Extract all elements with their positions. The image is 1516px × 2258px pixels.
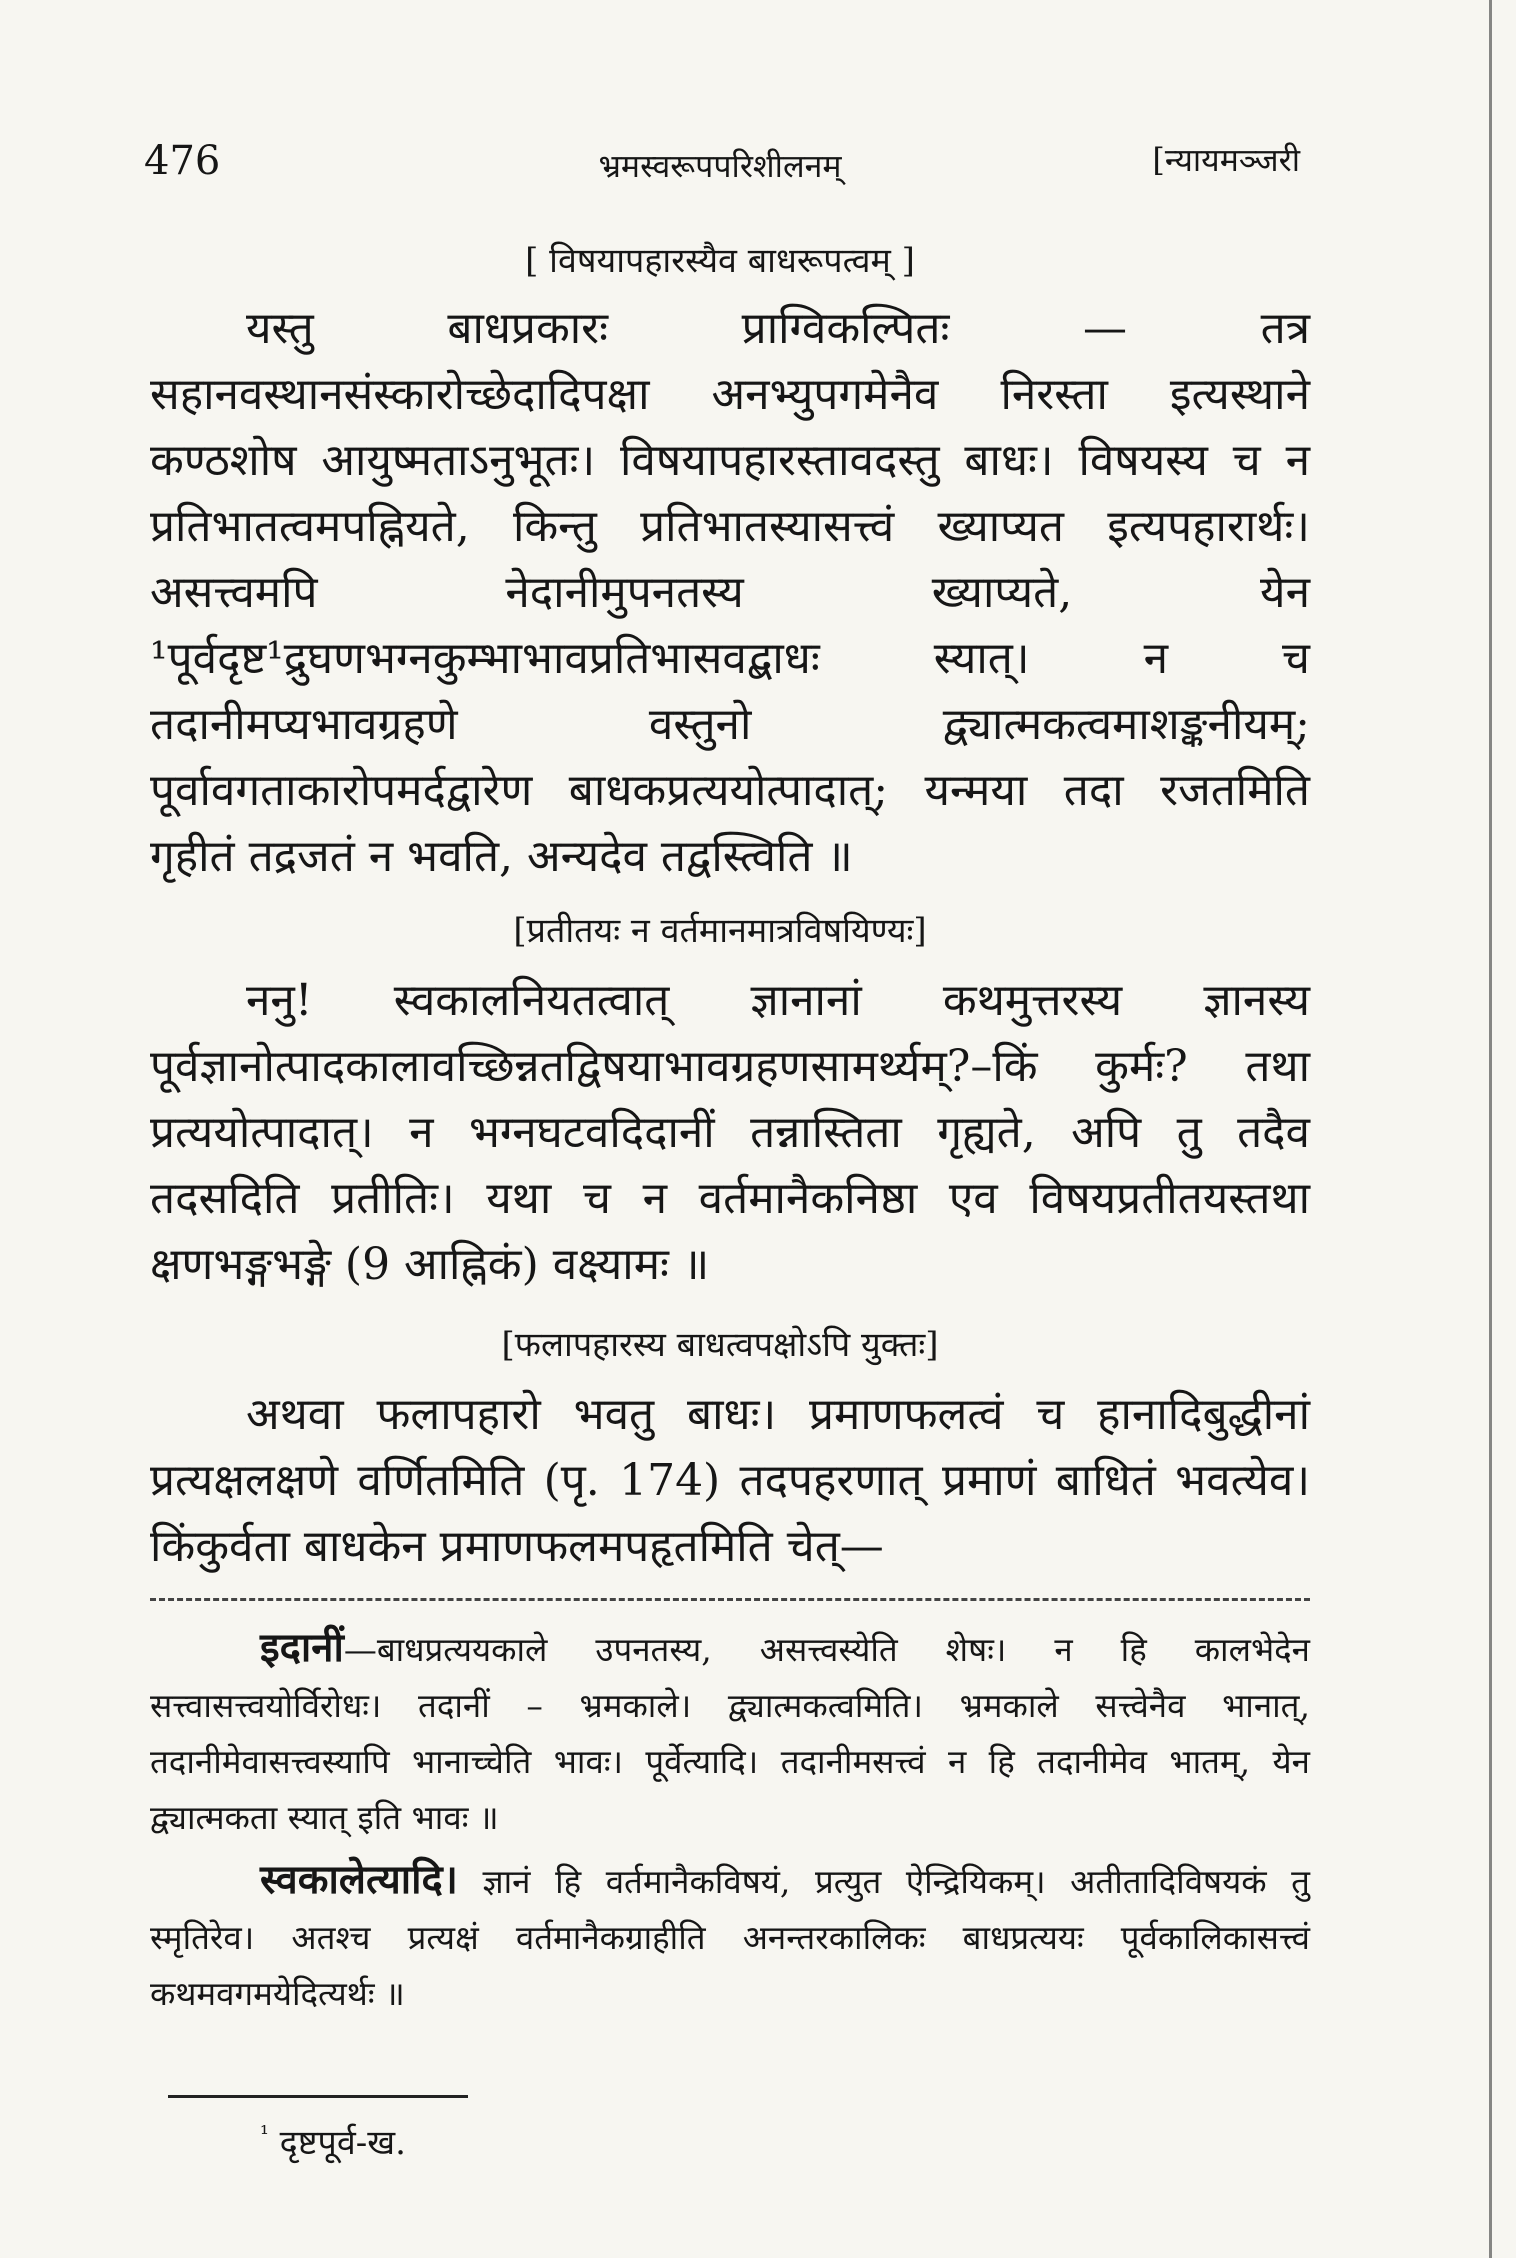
section-paragraph-3: अथवा फलापहारो भवतु बाधः। प्रमाणफलत्वं च हानादिबुद्धीनां प्रत्यक्षलक्षणे वर्णितमिति (पृ. 174) तदपहरणात् प्रमाणं बाधितं भवत्येव। किंकुर्वता बाधकेन प्रमाणफलमपहृतमिति चेत्— [150, 1389, 1310, 1572]
footnote-marker: ¹ [260, 2122, 269, 2148]
section-heading-3: [फलापहारस्य बाधत्वपक्षोऽपि युक्तः] [501, 1325, 939, 1365]
section-heading-1: [ विषयापहारस्यैव बाधरूपत्वम् ] [525, 241, 915, 281]
footnote [260, 2118, 406, 2164]
footnote-divider [168, 2095, 468, 2098]
book-running-title: [न्यायमञ्जरी [1152, 141, 1300, 179]
section-running-title: भ्रमस्वरूपपरिशीलनम् [598, 147, 842, 185]
commentary-note-1-text: —बाधप्रत्ययकाले उपनतस्य, असत्त्वस्येति शेषः। न हि कालभेदेन सत्त्वासत्त्वयोर्विरोधः। तदानीं – भ्रमकाले। द्व्यात्मकत्वमिति। भ्रमकाले सत्त्वेनैव भानात्, तदानीमेवासत्त्वस्यापि भानाच्चेति भावः। पूर्वेत्यादि। तदानीमसत्त्वं न हि तदानीमेव भातम्, येन द्व्यात्मकता स्यात् इति भावः ॥ [150, 1630, 1310, 1837]
commentary-note-1-lead: इदानीं [260, 1624, 344, 1671]
running-header [140, 138, 1300, 198]
section-heading-2: [प्रतीतयः न वर्तमानमात्रविषयिण्यः] [513, 911, 927, 951]
commentary-note-1 [150, 1620, 1310, 1846]
commentary-divider [150, 1598, 1310, 1601]
section-paragraph-2: ननु! स्वकालनियतत्वात् ज्ञानानां कथमुत्तरस्य ज्ञानस्य पूर्वज्ञानोत्पादकालावच्छिन्नतद्विषयाभावग्रहणसामर्थ्यम्?–किं कुर्मः? तथा प्रत्ययोत्पादात्। न भग्नघटवदिदानीं तन्नास्तिता गृह्यते, अपि तु तदैव तदसदिति प्रतीतिः। यथा च न वर्तमानैकनिष्ठा एव विषयप्रतीतयस्तथा क्षणभङ्गभङ्गे (9 आह्निकं) वक्ष्यामः ॥ [150, 975, 1310, 1290]
footnote-text: दृष्टपूर्व-ख. [279, 2123, 406, 2163]
section-paragraph-1: यस्तु बाधप्रकारः प्राग्विकल्पितः — तत्र सहानवस्थानसंस्कारोच्छेदादिपक्षा अनभ्युपगमेनैव निरस्ता इत्यस्थाने कण्ठशोष आयुष्मताऽनुभूतः। विषयापहारस्तावदस्तु बाधः। विषयस्य च न प्रतिभातत्वमपह्नियते, किन्तु प्रतिभातस्यासत्त्वं ख्याप्यत इत्यपहारार्थः। असत्त्वमपि नेदानीमुपनतस्य ख्याप्यते, येन ¹पूर्वदृष्ट¹द्रुघणभग्नकुम्भाभावप्रतिभासवद्बाधः स्यात्। न च तदानीमप्यभावग्रहणे वस्तुनो द्व्यात्मकत्वमाशङ्कनीयम्; पूर्वावगताकारोपमर्दद्वारेण बाधकप्रत्ययोत्पादात्; यन्मया तदा रजतमिति गृहीतं तद्रजतं न भवति, अन्यदेव तद्वस्त्विति ॥ [150, 303, 1310, 882]
page-number: 476 [144, 138, 221, 184]
commentary-note-2-text: ज्ञानं हि वर्तमानैकविषयं, प्रत्युत ऐन्द्रियिकम्। अतीतादिविषयकं तु स्मृतिरेव। अतश्च प्रत्यक्षं वर्तमानैकग्राहीति अनन्तरकालिकः बाधप्रत्ययः पूर्वकालिकासत्त्वं कथमवगमयेदित्यर्थः ॥ [150, 1862, 1310, 2013]
page-edge-line [1489, 0, 1492, 2258]
commentary-note-2 [150, 1852, 1310, 2022]
commentary-note-2-lead: स्वकालेत्यादि। [260, 1856, 458, 1903]
